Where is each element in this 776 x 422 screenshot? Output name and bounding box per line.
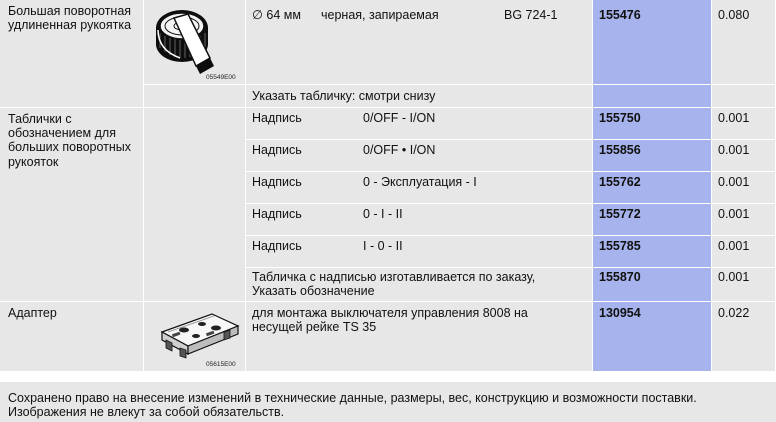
weight-cell-handle — [712, 0, 776, 85]
code-cell-handle — [593, 0, 712, 85]
custom-plate-row — [246, 268, 593, 302]
plate-label-1: Надпись — [252, 111, 302, 125]
weight-cell-adapter — [712, 302, 776, 372]
adapter-text-line2: несущей рейке TS 35 — [252, 320, 377, 334]
custom-plate-line1: Табличка с надписью изготавливается по заказу, — [252, 270, 536, 284]
img-cell-handle — [144, 0, 246, 85]
plate-row-4 — [246, 204, 593, 236]
plate-code-cell-5 — [593, 236, 712, 268]
plate-code-2: 155856 — [599, 143, 641, 157]
code-cell-adapter — [593, 302, 712, 372]
plate-label-3: Надпись — [252, 175, 302, 189]
plate-weight-2: 0.001 — [718, 143, 750, 157]
spec-cell-handle — [246, 0, 593, 85]
plate-code-cell-1 — [593, 108, 712, 140]
plate-value-1: 0/OFF - I/ON — [363, 111, 436, 125]
plate-label-2: Надпись — [252, 143, 302, 157]
spec-cell-adapter — [246, 302, 593, 372]
desc-cell-plates — [0, 108, 144, 302]
note-cell — [246, 85, 593, 108]
rotary-handle-image — [144, 0, 246, 85]
plate-weight-1: 0.001 — [718, 111, 750, 125]
img-cell-plates — [144, 108, 246, 302]
img-cell-adapter — [144, 302, 246, 372]
weight-cell-note — [712, 85, 776, 108]
image-id-adapter: 05615E00 — [206, 361, 236, 368]
plate-weight-4: 0.001 — [718, 207, 750, 221]
plate-weight-cell-1 — [712, 108, 776, 140]
plate-code-1: 155750 — [599, 111, 641, 125]
plate-weight-5: 0.001 — [718, 239, 750, 253]
image-id-handle: 05549E00 — [206, 74, 236, 81]
img-cell-note — [144, 85, 246, 108]
plate-value-4: 0 - I - II — [363, 207, 403, 221]
plate-code-cell-2 — [593, 140, 712, 172]
plate-value-5: I - 0 - II — [363, 239, 403, 253]
footer-line-2: Изображения не влекут за собой обязательств. — [8, 405, 285, 419]
footer-disclaimer — [0, 382, 776, 422]
plate-label-5: Надпись — [252, 239, 302, 253]
desc-handle: Большая поворотная удлиненная рукоятка — [8, 4, 132, 33]
plate-label-4: Надпись — [252, 207, 302, 221]
custom-plate-code: 155870 — [599, 270, 641, 284]
custom-plate-code-cell — [593, 268, 712, 302]
plate-code-3: 155762 — [599, 175, 641, 189]
desc-adapter: Адаптер — [8, 306, 57, 320]
plate-weight-cell-3 — [712, 172, 776, 204]
code-cell-note — [593, 85, 712, 108]
plate-value-3: 0 - Эксплуатация - I — [363, 175, 477, 189]
plate-code-cell-4 — [593, 204, 712, 236]
adapter-text-line1: для монтажа выключателя управления 8008 на — [252, 306, 528, 320]
desc-cell-adapter — [0, 302, 144, 372]
note-text: Указать табличку: смотри снизу — [252, 89, 436, 103]
plate-code-5: 155785 — [599, 239, 641, 253]
footer-line-1: Сохранено право на внесение изменений в технические данные, размеры, вес, конструкцию и возможности поставки. — [8, 391, 697, 405]
plate-code-4: 155772 — [599, 207, 641, 221]
custom-plate-line2: Указать обозначение — [252, 284, 375, 298]
plate-value-2: 0/OFF • I/ON — [363, 143, 436, 157]
plate-weight-3: 0.001 — [718, 175, 750, 189]
code-adapter: 130954 — [599, 306, 641, 320]
plate-weight-cell-4 — [712, 204, 776, 236]
color-text: черная, запираемая — [321, 8, 439, 22]
weight-handle: 0.080 — [718, 8, 750, 22]
desc-cell-handle — [0, 0, 144, 108]
plate-code-cell-3 — [593, 172, 712, 204]
custom-plate-weight: 0.001 — [718, 270, 750, 284]
weight-adapter: 0.022 — [718, 306, 750, 320]
plate-weight-cell-5 — [712, 236, 776, 268]
desc-plates: Таблички с обозначением для больших поворотных рукояток — [8, 112, 132, 169]
plate-row-2 — [246, 140, 593, 172]
plate-row-1 — [246, 108, 593, 140]
plate-weight-cell-2 — [712, 140, 776, 172]
diameter-text: ∅ 64 мм — [252, 8, 301, 22]
custom-plate-weight-cell — [712, 268, 776, 302]
model-text: BG 724-1 — [504, 8, 558, 22]
plate-row-3 — [246, 172, 593, 204]
plate-row-5 — [246, 236, 593, 268]
code-handle: 155476 — [599, 8, 641, 22]
